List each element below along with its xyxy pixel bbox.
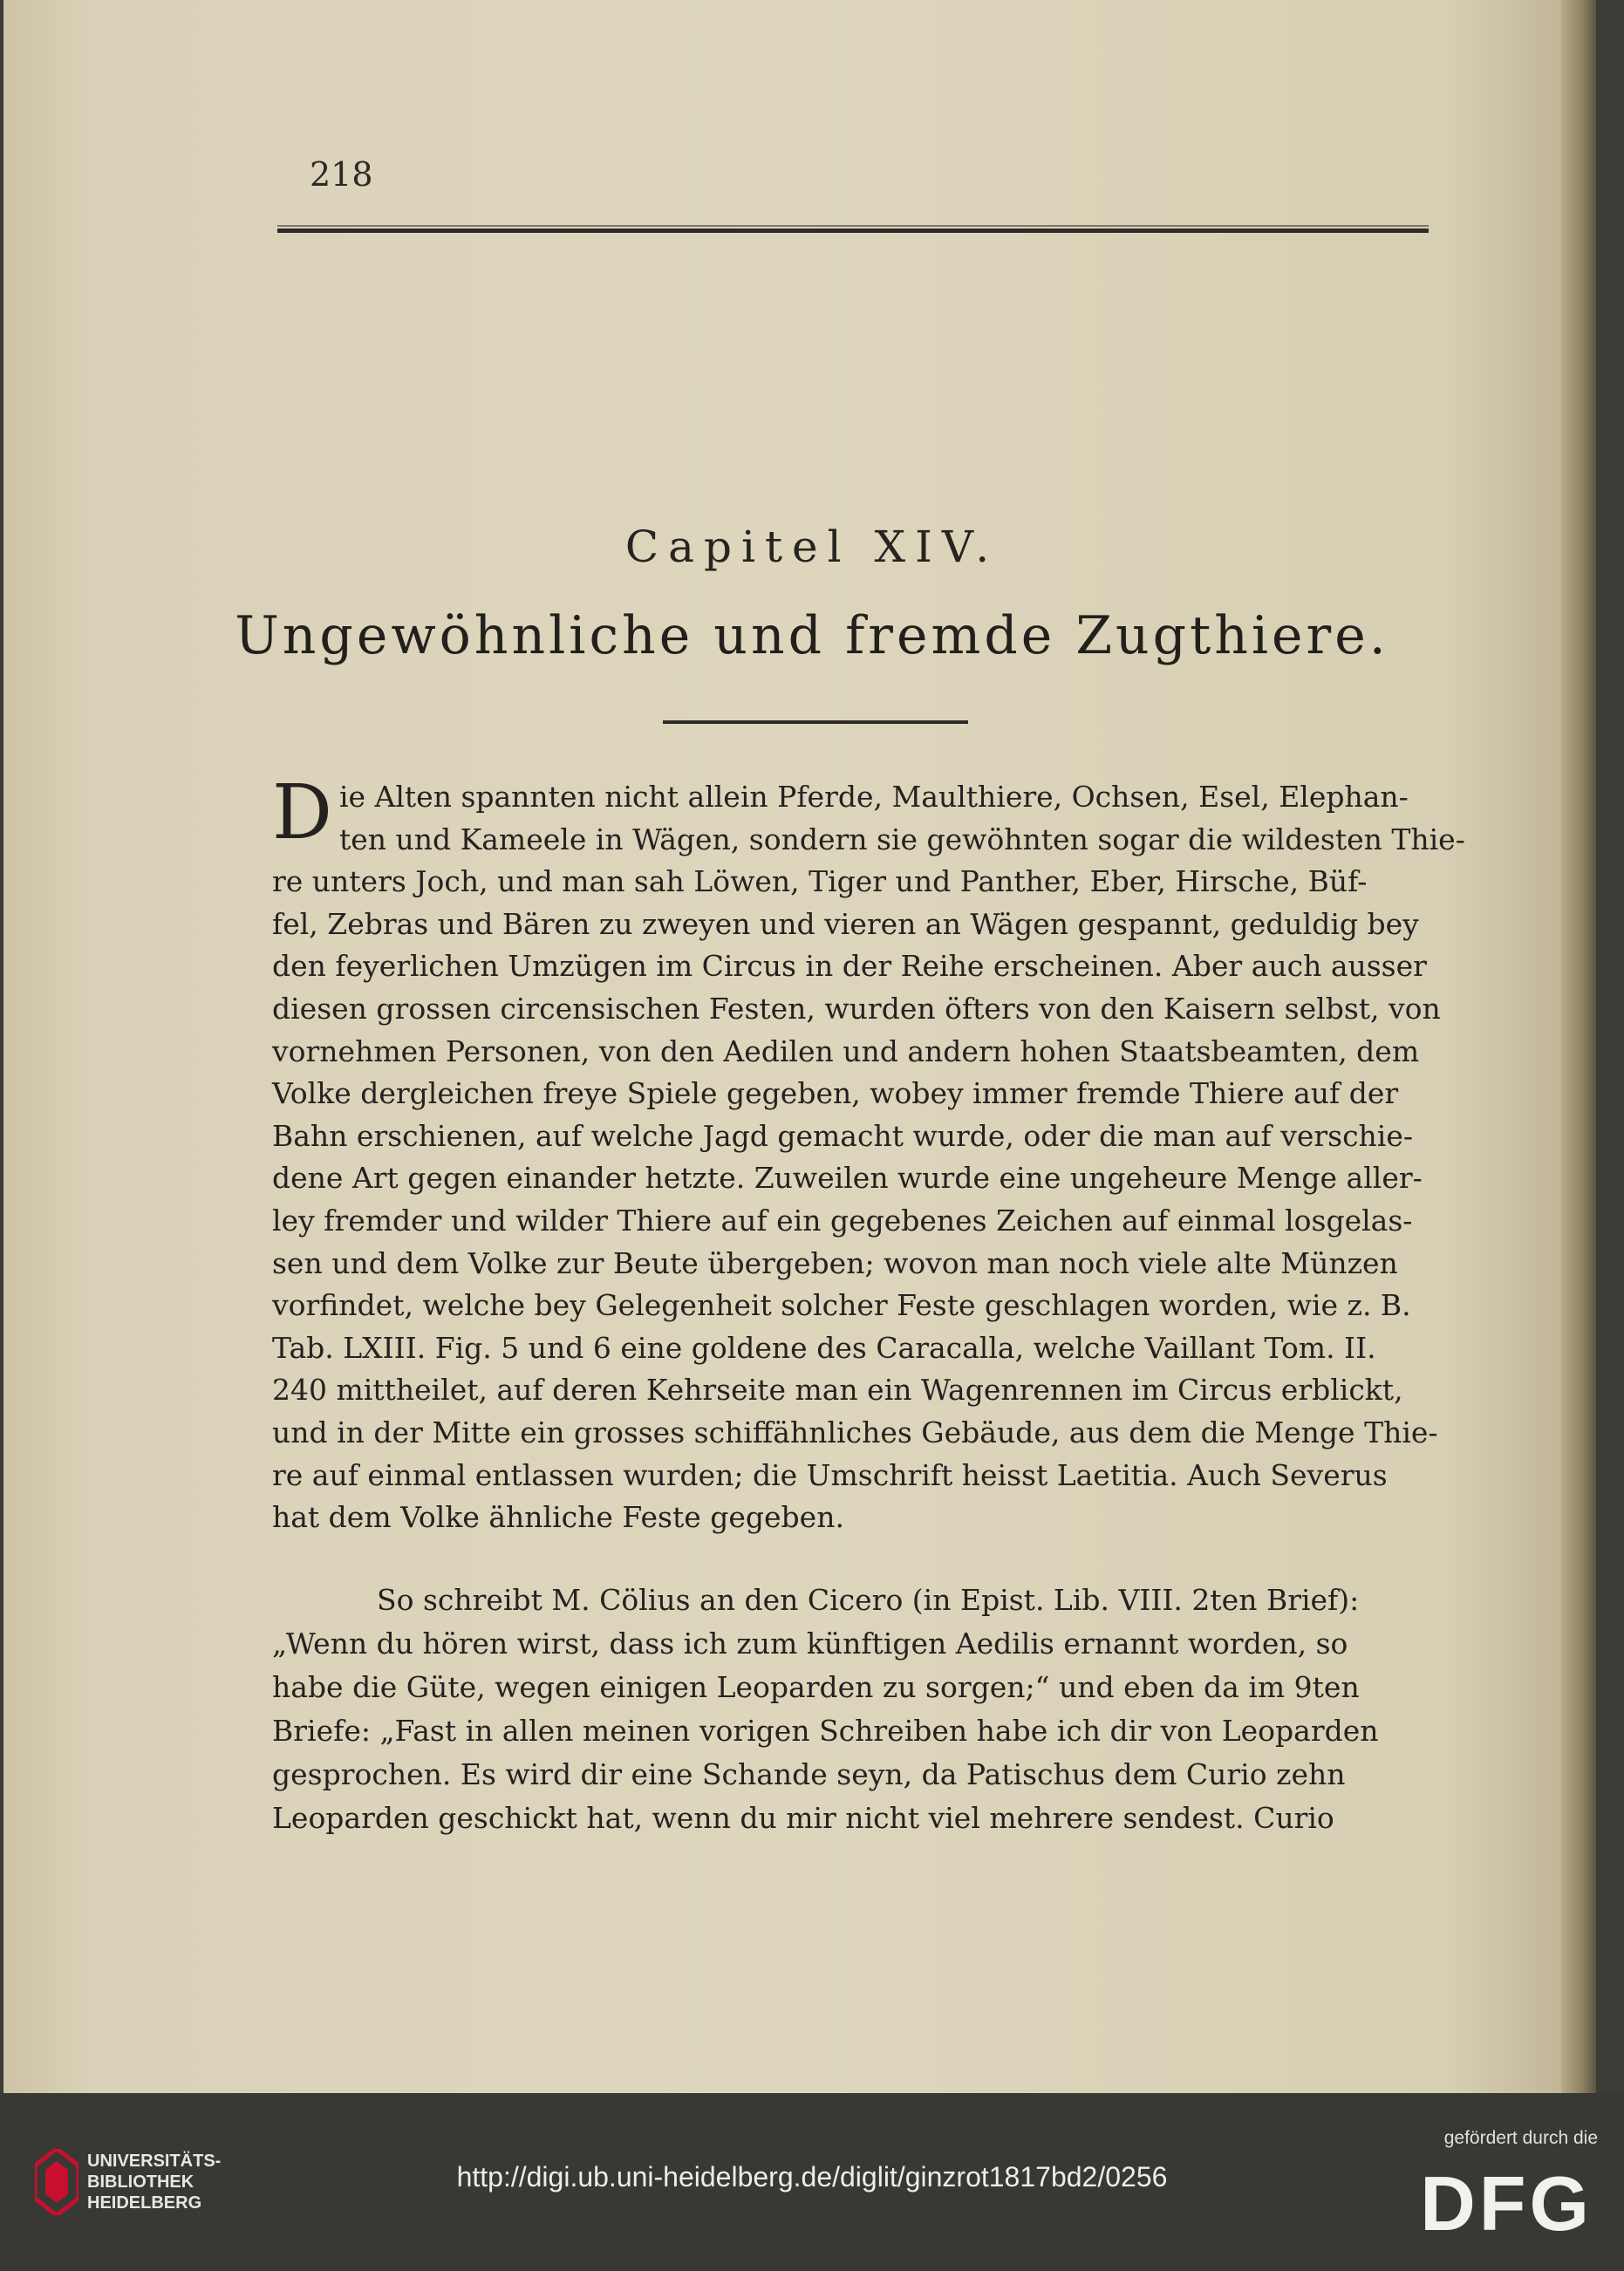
page-number: 218 [310, 155, 373, 194]
paragraph-1 [272, 769, 1465, 1539]
text-line: Tab. LXIII. Fig. 5 und 6 eine goldene des Caracalla, welche Vaillant Tom. II. [272, 1330, 1376, 1365]
library-name-line: HEIDELBERG [87, 2193, 202, 2213]
chapter-title: Ungewöhnliche und fremde Zugthiere. [235, 605, 1389, 666]
text-line: Leoparden geschickt hat, wenn du mir nicht viel mehrere sendest. Curio [272, 1801, 1334, 1835]
drop-cap: D [272, 769, 332, 856]
text-line: vornehmen Personen, von den Aedilen und andern hohen Staatsbeamten, dem [272, 1033, 1420, 1068]
chapter-label: Capitel XIV. [624, 522, 1000, 572]
text-line: ley fremder und wilder Thiere auf ein gegebenes Zeichen auf einmal losgelas- [272, 1203, 1413, 1238]
text-line: dene Art gegen einander hetzte. Zuweilen wurde eine ungeheure Menge aller- [272, 1161, 1423, 1196]
text-line: gesprochen. Es wird dir eine Schande seyn, da Patischus dem Curio zehn [272, 1757, 1346, 1791]
text-line: Briefe: „Fast in allen meinen vorigen Schreiben habe ich dir von Leoparden [272, 1714, 1379, 1748]
dfg-logo: DFG [1420, 2160, 1593, 2247]
permalink-url[interactable]: http://digi.ub.uni-heidelberg.de/diglit/ginzrot1817bd2/0256 [456, 2161, 1168, 2193]
title-rule [663, 720, 968, 724]
library-name-line: UNIVERSITÄTS- [87, 2152, 222, 2171]
viewer-footer [0, 2093, 1624, 2271]
paragraph-2 [272, 1579, 1423, 1840]
page-edge-shadow [1561, 0, 1596, 2093]
text-line: und in der Mitte ein grosses schiffähnliches Gebäude, aus dem die Menge Thie- [272, 1415, 1438, 1449]
text-line: diesen grossen circensischen Festen, wurden öfters von den Kaisern selbst, von [272, 991, 1441, 1026]
text-line: 240 mittheilet, auf deren Kehrseite man ein Wagenrennen im Circus erblickt, [272, 1373, 1403, 1408]
text-line: habe die Güte, wegen einigen Leoparden zu sorgen;“ und eben da im 9ten [272, 1670, 1360, 1704]
text-line: Bahn erschienen, auf welche Jagd gemacht wurde, oder die man auf verschie- [272, 1118, 1414, 1153]
text-line: fel, Zebras und Bären zu zweyen und vieren an Wägen gespannt, geduldig bey [272, 906, 1419, 941]
text-line: vorfindet, welche bey Gelegenheit solcher Feste geschlagen worden, wie z. B. [272, 1288, 1411, 1323]
text-line: sen und dem Volke zur Beute übergeben; wovon man noch viele alte Münzen [272, 1245, 1398, 1280]
text-line: hat dem Volke ähnliche Feste gegeben. [272, 1500, 844, 1535]
text-line: ten und Kameele in Wägen, sondern sie gewöhnten sogar die wildesten Thie- [338, 822, 1465, 856]
text-line: „Wenn du hören wirst, dass ich zum künftigen Aedilis ernannt worden, so [272, 1627, 1348, 1661]
library-name-line: BIBLIOTHEK [87, 2172, 194, 2192]
header-rule [277, 228, 1429, 233]
text-line: So schreibt M. Cölius an den Cicero (in Epist. Lib. VIII. 2ten Brief): [377, 1583, 1360, 1617]
text-line: den feyerlichen Umzügen im Circus in der Reihe erscheinen. Aber auch ausser [272, 949, 1427, 984]
text-line: Volke dergleichen freye Spiele gegeben, wobey immer fremde Thiere auf der [272, 1076, 1399, 1111]
funded-by-label: gefördert durch die [1443, 2128, 1598, 2148]
text-line: re unters Joch, und man sah Löwen, Tiger und Panther, Eber, Hirsche, Büf- [272, 864, 1368, 899]
text-line: ie Alten spannten nicht allein Pferde, Maulthiere, Ochsen, Esel, Elephan- [338, 780, 1409, 814]
text-line: re auf einmal entlassen wurden; die Umschrift heisst Laetitia. Auch Severus [272, 1457, 1388, 1492]
